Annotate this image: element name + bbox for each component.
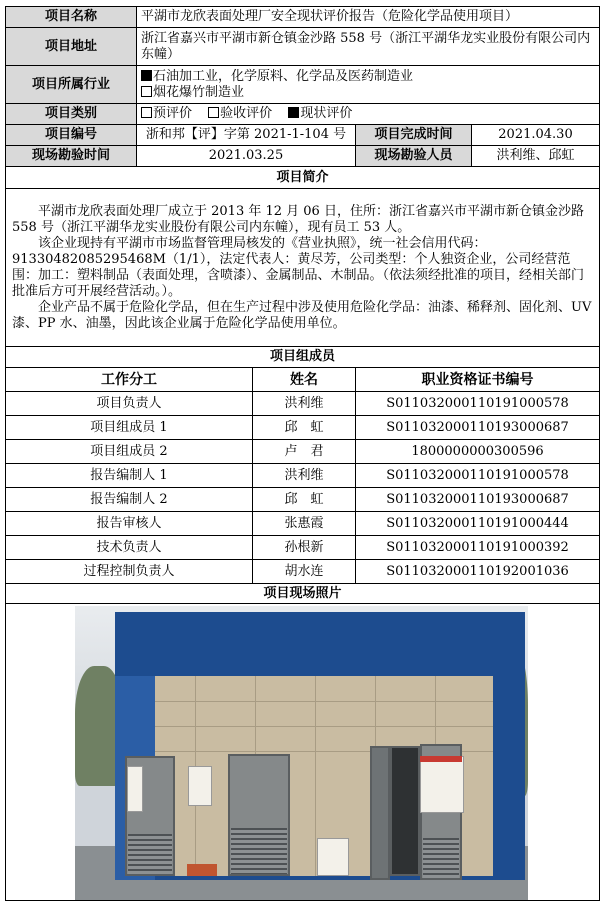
intro-paragraph-1: 平湖市龙欣表面处理厂成立于 2013 年 12 月 06 日，住所：浙江省嘉兴市平湖市新仓镇金沙路 558 号（浙江平湖华龙实业股份有限公司内东幢），现有员工 53 人。 — [12, 203, 584, 235]
photo-cell — [6, 604, 600, 901]
table-row — [6, 560, 600, 584]
tile-line — [133, 701, 493, 702]
tile-line — [315, 676, 316, 876]
project-address-value: 浙江省嘉兴市平湖市新仓镇金沙路 558 号（浙江平湖华龙实业股份有限公司内东幢） — [137, 28, 600, 66]
checkbox-unchecked-icon — [141, 107, 152, 118]
team-cert-number: S011032000110191000392 — [356, 536, 600, 560]
project-category-label: 项目类别 — [6, 104, 137, 125]
safety-board — [420, 756, 464, 813]
team-role: 技术负责人 — [6, 536, 253, 560]
site-photo — [75, 606, 528, 900]
intro-body — [6, 189, 600, 347]
industry-option-2 — [141, 85, 595, 101]
vent-middle — [231, 828, 287, 874]
team-cert-number: S011032000110193000687 — [356, 488, 600, 512]
checkbox-checked-icon — [141, 70, 152, 81]
team-cert-number: S011032000110191000578 — [356, 392, 600, 416]
team-cert-number: S011032000110191000444 — [356, 512, 600, 536]
table-row — [6, 488, 600, 512]
vent-left — [128, 834, 172, 874]
category-option-pre-label: 预评价 — [153, 106, 193, 121]
team-role: 项目组成员 1 — [6, 416, 253, 440]
table-row — [6, 512, 600, 536]
project-info-table — [5, 6, 600, 901]
surveyors-value: 洪利维、邱虹 — [472, 146, 600, 167]
project-address-label: 项目地址 — [6, 28, 137, 66]
red-barrier — [187, 864, 217, 876]
team-title: 项目组成员 — [6, 347, 600, 368]
safety-board-header — [420, 756, 462, 762]
intro-paragraph-2: 该企业现持有平湖市市场监督管理局核发的《营业执照》，统一社会信用代码：91330482085295468M（1/1），法定代表人：黄尽芳，公司类型：个人独资企业，公司经营范围：加工：塑料制品（表面处理，含喷漆）、金属制品、木制品。（依法须经批准的项目，经相关部门批准后方可开展经营活动。）。 — [12, 235, 585, 299]
door-right-leaf — [370, 746, 390, 880]
category-option-current-label: 现状评价 — [300, 106, 353, 121]
team-cert-number: S011032000110193000687 — [356, 416, 600, 440]
survey-time-label: 现场勘验时间 — [6, 146, 137, 167]
completion-time-value: 2021.04.30 — [472, 125, 600, 146]
project-number-label: 项目编号 — [6, 125, 137, 146]
table-row — [6, 536, 600, 560]
team-header-name: 姓名 — [253, 368, 356, 392]
team-member-name: 孙根新 — [253, 536, 356, 560]
team-cert-number: S011032000110192001036 — [356, 560, 600, 584]
warning-sign — [127, 766, 143, 812]
warning-sign — [188, 766, 212, 806]
notice-stand — [317, 838, 349, 876]
category-option-current — [288, 106, 352, 121]
team-member-name: 洪利维 — [253, 464, 356, 488]
project-industry-options — [137, 66, 600, 104]
team-role: 报告审核人 — [6, 512, 253, 536]
team-header-cert: 职业资格证书编号 — [356, 368, 600, 392]
project-industry-label: 项目所属行业 — [6, 66, 137, 104]
team-header-role: 工作分工 — [6, 368, 253, 392]
intro-title: 项目简介 — [6, 167, 600, 189]
table-row — [6, 464, 600, 488]
surveyors-label: 现场勘验人员 — [356, 146, 472, 167]
team-cert-number: 1800000000300596 — [356, 440, 600, 464]
completion-time-label: 项目完成时间 — [356, 125, 472, 146]
team-role: 报告编制人 1 — [6, 464, 253, 488]
table-row — [6, 392, 600, 416]
project-name-label: 项目名称 — [6, 7, 137, 28]
team-member-name: 邱 虹 — [253, 416, 356, 440]
table-row — [6, 416, 600, 440]
project-category-options — [137, 104, 600, 125]
checkbox-unchecked-icon — [208, 107, 219, 118]
door-right-open — [390, 746, 420, 876]
table-row — [6, 440, 600, 464]
team-role: 项目负责人 — [6, 392, 253, 416]
category-option-accept-label: 验收评价 — [220, 106, 273, 121]
team-member-name: 洪利维 — [253, 392, 356, 416]
survey-time-value: 2021.03.25 — [137, 146, 356, 167]
project-number-value: 浙和邦【评】字第 2021-1-104 号 — [137, 125, 356, 146]
industry-option-1-label: 石油加工业，化学原料、化学品及医药制造业 — [153, 68, 414, 84]
category-option-pre — [141, 106, 192, 121]
industry-option-2-label: 烟花爆竹制造业 — [153, 84, 245, 100]
team-role: 报告编制人 2 — [6, 488, 253, 512]
team-header-row — [6, 368, 600, 392]
team-member-name: 张惠霞 — [253, 512, 356, 536]
team-role: 项目组成员 2 — [6, 440, 253, 464]
checkbox-unchecked-icon — [141, 86, 152, 97]
team-cert-number: S011032000110191000578 — [356, 464, 600, 488]
photo-title: 项目现场照片 — [6, 584, 600, 604]
team-member-name: 胡水连 — [253, 560, 356, 584]
checkbox-checked-icon — [288, 107, 299, 118]
intro-paragraph-3: 企业产品不属于危险化学品，但在生产过程中涉及使用危险化学品：油漆、稀释剂、固化剂、UV 漆、PP 水、油墨，因此该企业属于危险化学品使用单位。 — [12, 299, 592, 331]
team-member-name: 邱 虹 — [253, 488, 356, 512]
team-member-name: 卢 君 — [253, 440, 356, 464]
industry-option-1 — [141, 69, 595, 85]
team-role: 过程控制负责人 — [6, 560, 253, 584]
category-option-accept — [208, 106, 272, 121]
vent-right — [423, 838, 459, 878]
tile-line — [133, 726, 493, 727]
project-name-value: 平湖市龙欣表面处理厂安全现状评价报告（危险化学品使用项目） — [137, 7, 600, 28]
